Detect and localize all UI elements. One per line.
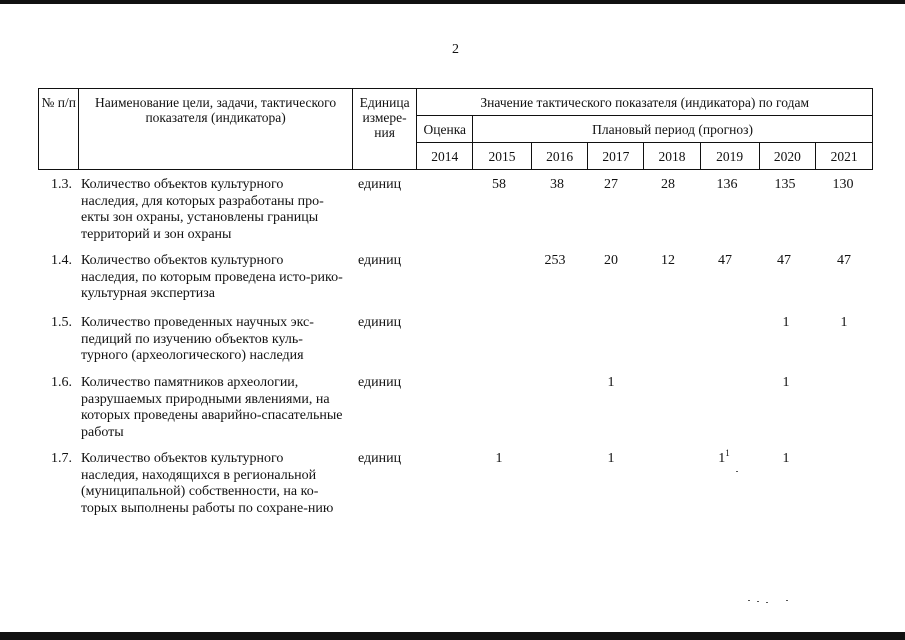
row-number: 1.7. <box>51 451 72 466</box>
row-name: Количество памятников археологии, разрушаемых природными явлениями, на которых проведены аварийно-спасательные работы <box>81 375 343 440</box>
row-value: 38 <box>550 177 564 192</box>
year-header: 2018 <box>644 143 701 170</box>
row-number: 1.4. <box>51 253 72 268</box>
year-header: 2017 <box>588 143 644 170</box>
row-value: 1 <box>782 375 790 390</box>
year-header: 2015 <box>473 143 532 170</box>
col-header-estimate: Оценка <box>417 116 473 143</box>
row-unit: единиц <box>358 253 402 268</box>
col-header-values: Значение тактического показателя (индикатора) по годам <box>417 89 873 116</box>
row-number: 1.3. <box>51 177 72 192</box>
row-number: 1.6. <box>51 375 72 390</box>
row-unit: единиц <box>358 375 402 390</box>
year-header: 2016 <box>531 143 588 170</box>
row-value: 1 <box>607 451 615 466</box>
year-header: 2021 <box>816 143 873 170</box>
row-value: 47 <box>777 253 791 268</box>
scan-speck <box>748 600 750 601</box>
indicator-table-header <box>38 88 873 170</box>
page-number: 2 <box>452 42 459 57</box>
row-name: Количество проведенных научных экс-педиций по изучению объектов куль-турного (археологического) наследия <box>81 315 314 363</box>
row-value: 1 <box>840 315 848 330</box>
row-value: 1 <box>782 315 790 330</box>
row-value-with-footnote <box>704 448 744 467</box>
row-value: 47 <box>718 253 732 268</box>
row-unit: единиц <box>358 177 402 192</box>
year-header: 2019 <box>700 143 759 170</box>
row-value: 58 <box>492 177 506 192</box>
row-value: 20 <box>604 253 618 268</box>
row-unit: единиц <box>358 451 402 466</box>
row-value: 27 <box>604 177 618 192</box>
row-value: 47 <box>837 253 851 268</box>
scan-speck <box>786 600 788 601</box>
year-header: 2020 <box>759 143 816 170</box>
row-name: Количество объектов культурного наследия, находящихся в региональной (муниципальной) собственности, на ко-торых выполнены работы по сохране-нию <box>81 451 334 516</box>
row-value: 28 <box>661 177 675 192</box>
row-number: 1.5. <box>51 315 72 330</box>
top-border <box>0 0 905 4</box>
year-header: 2014 <box>417 143 473 170</box>
col-header-number: № п/п <box>39 89 79 170</box>
scan-speck <box>736 471 738 472</box>
scan-speck <box>757 601 759 602</box>
row-value: 136 <box>716 177 738 192</box>
row-value: 1 <box>718 451 726 466</box>
scan-speck <box>766 602 768 603</box>
row-value: 1 <box>495 451 503 466</box>
bottom-border <box>0 632 905 640</box>
footnote-mark: 1 <box>725 448 730 458</box>
row-value: 1 <box>782 451 790 466</box>
row-value: 130 <box>832 177 854 192</box>
row-value: 12 <box>661 253 675 268</box>
row-value: 135 <box>774 177 796 192</box>
col-header-plan: Плановый период (прогноз) <box>473 116 873 143</box>
row-unit: единиц <box>358 315 402 330</box>
row-value: 253 <box>544 253 566 268</box>
row-name: Количество объектов культурного наследия, по которым проведена исто-рико-культурная экспертиза <box>81 253 343 301</box>
row-name: Количество объектов культурного наследия, для которых разработаны про-екты зон охраны, установлены границы территорий и зон охраны <box>81 177 324 242</box>
row-value: 1 <box>607 375 615 390</box>
col-header-unit: Единица измере-ния <box>352 89 417 170</box>
col-header-name: Наименование цели, задачи, тактического показателя (индикатора) <box>79 89 352 170</box>
